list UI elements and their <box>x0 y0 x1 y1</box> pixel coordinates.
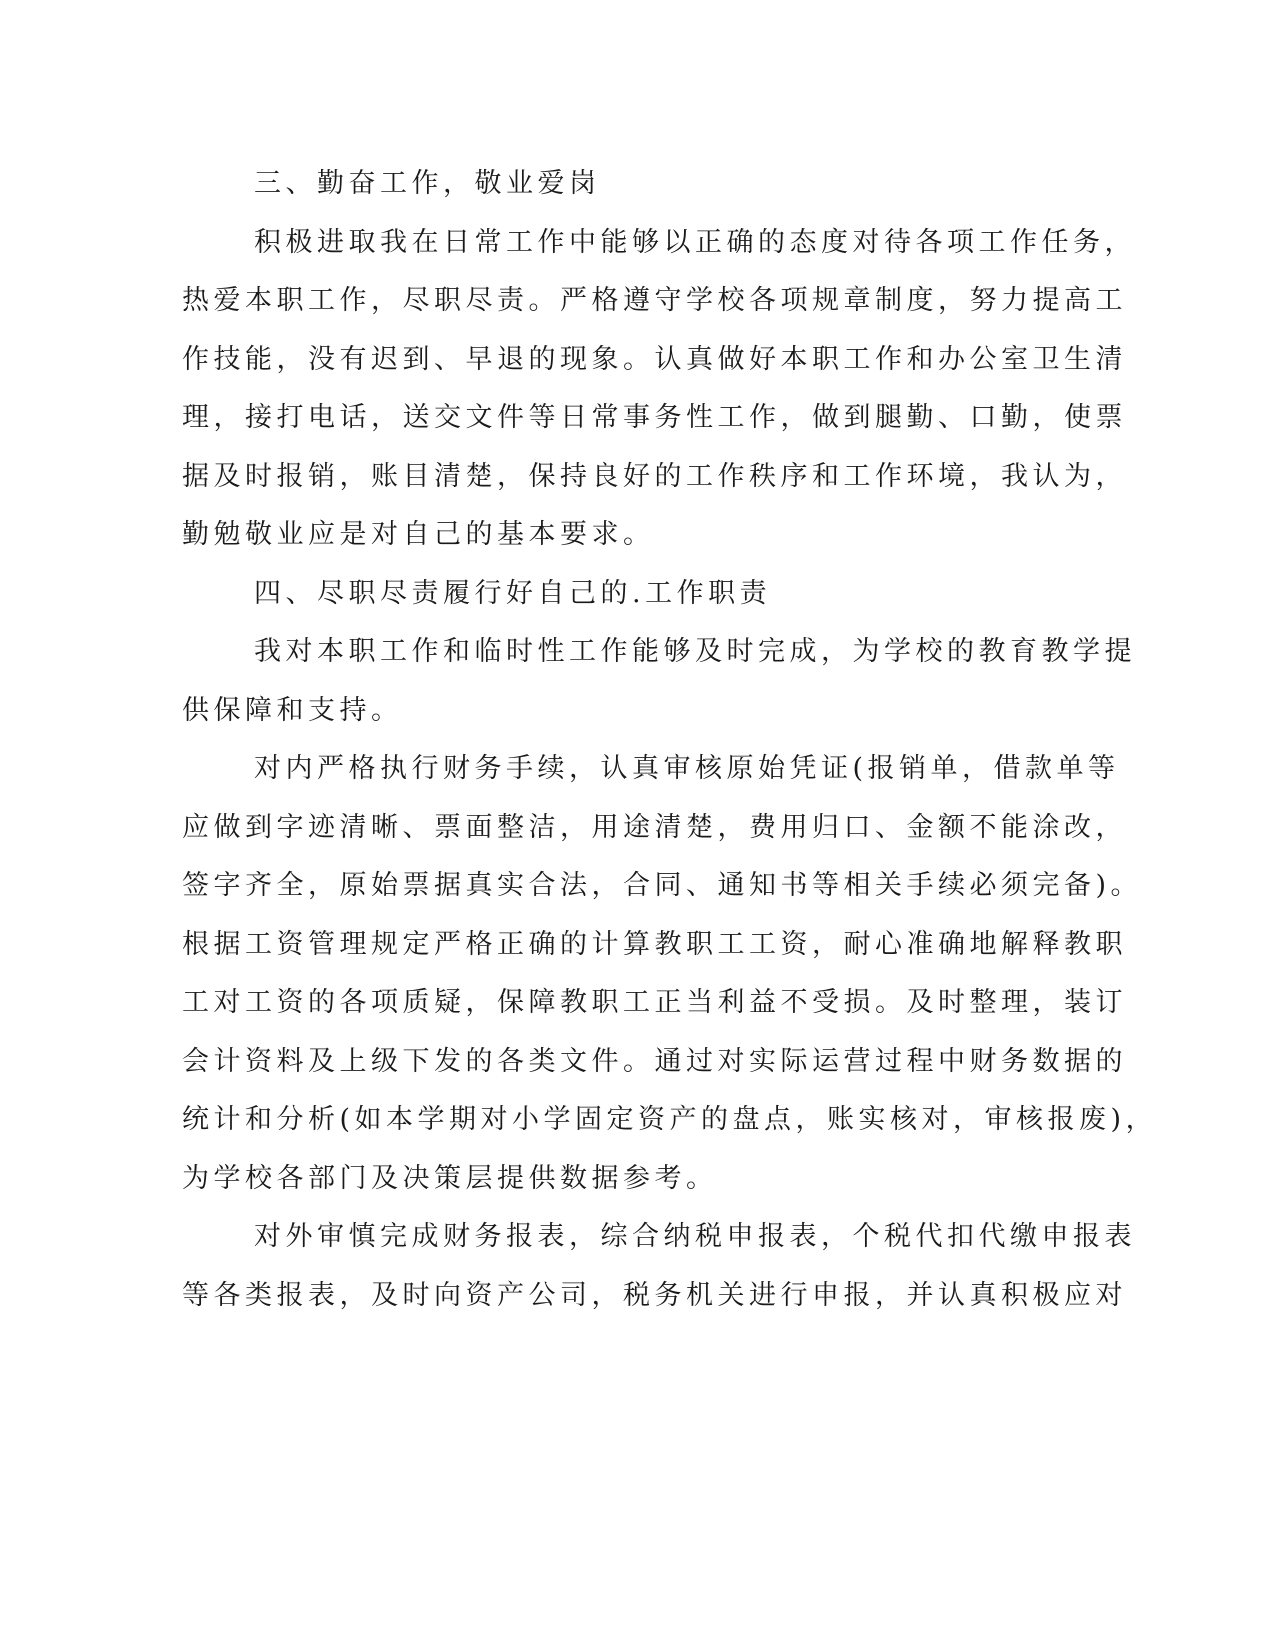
paragraph-line: 据及时报销，账目清楚，保持良好的工作秩序和工作环境，我认为， <box>182 460 1127 492</box>
paragraph-line: 理，接打电话，送交文件等日常事务性工作，做到腿勤、口勤，使票 <box>182 402 1127 433</box>
paragraph-line: 对外审慎完成财务报表，综合纳税申报表，个税代扣代缴申报表 <box>254 1221 1136 1252</box>
paragraph-line: 我对本职工作和临时性工作能够及时完成，为学校的教育教学提 <box>254 636 1136 667</box>
paragraph-line: 积极进取我在日常工作中能够以正确的态度对待各项工作任务， <box>254 226 1136 258</box>
paragraph-line: 根据工资管理规定严格正确的计算教职工工资，耐心准确地解释教职 <box>182 928 1127 960</box>
section-heading-4: 四、尽职尽责履行好自己的.工作职责 <box>254 577 772 609</box>
paragraph-line: 对内严格执行财务手续，认真审核原始凭证(报销单，借款单等 <box>254 753 1120 784</box>
paragraph-line: 统计和分析(如本学期对小学固定资产的盘点，账实核对，审核报废)， <box>182 1104 1158 1135</box>
paragraph-line: 工对工资的各项质疑，保障教职工正当利益不受损。及时整理，装订 <box>182 987 1127 1018</box>
document-body <box>182 155 1158 1325</box>
paragraph-line: 应做到字迹清晰、票面整洁，用途清楚，费用归口、金额不能涂改， <box>182 811 1127 843</box>
paragraph-line: 会计资料及上级下发的各类文件。通过对实际运营过程中财务数据的 <box>182 1045 1127 1077</box>
paragraph-line: 签字齐全，原始票据真实合法，合同、通知书等相关手续必须完备)。 <box>182 870 1143 901</box>
paragraph-line: 等各类报表，及时向资产公司，税务机关进行申报，并认真积极应对 <box>182 1279 1127 1311</box>
paragraph-line: 供保障和支持。 <box>182 694 403 726</box>
paragraph-line: 勤勉敬业应是对自己的基本要求。 <box>182 519 655 550</box>
paragraph-line: 热爱本职工作，尽职尽责。严格遵守学校各项规章制度，努力提高工 <box>182 285 1127 316</box>
section-heading-3: 三、勤奋工作，敬业爱岗 <box>254 168 601 199</box>
paragraph-line: 作技能，没有迟到、早退的现象。认真做好本职工作和办公室卫生清 <box>182 343 1127 375</box>
paragraph-line: 为学校各部门及决策层提供数据参考。 <box>182 1162 718 1194</box>
